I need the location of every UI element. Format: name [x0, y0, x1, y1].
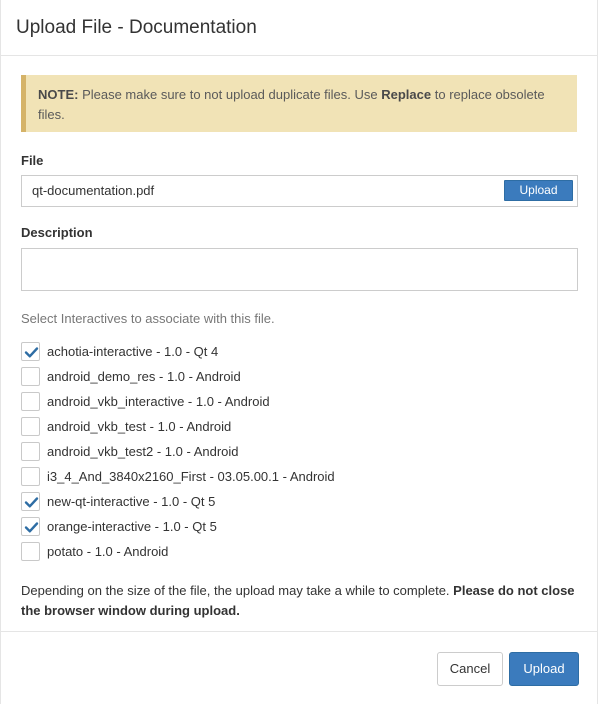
interactives-list [21, 339, 577, 564]
interactive-row[interactable] [21, 489, 577, 514]
note-prefix: NOTE: [38, 87, 79, 102]
warning-emphasis: Please do not close the browser window during upload. [21, 583, 575, 618]
interactive-checkbox[interactable] [21, 517, 40, 536]
description-field[interactable] [21, 248, 578, 291]
interactive-row[interactable] [21, 539, 577, 564]
cancel-button[interactable]: Cancel [437, 652, 503, 686]
note-banner [21, 75, 577, 132]
interactive-checkbox[interactable] [21, 392, 40, 411]
dialog-title: Upload File - Documentation [16, 17, 257, 38]
dialog-footer [1, 631, 597, 704]
interactive-row[interactable] [21, 414, 577, 439]
interactive-label: i3_4_And_3840x2160_First - 03.05.00.1 - Android [47, 468, 335, 484]
checkmark-icon [23, 344, 40, 361]
description-label: Description [21, 225, 93, 240]
interactive-checkbox[interactable] [21, 492, 40, 511]
interactive-row[interactable] [21, 514, 577, 539]
interactive-label: new-qt-interactive - 1.0 - Qt 5 [47, 493, 216, 509]
interactive-row[interactable] [21, 439, 577, 464]
file-name: qt-documentation.pdf [32, 183, 155, 198]
interactive-checkbox[interactable] [21, 442, 40, 461]
interactive-label: android_vkb_test2 - 1.0 - Android [47, 443, 239, 459]
interactives-hint: Select Interactives to associate with this file. [21, 311, 275, 326]
interactive-label: android_vkb_test - 1.0 - Android [47, 418, 232, 434]
interactive-checkbox[interactable] [21, 367, 40, 386]
note-text-before: Please make sure to not upload duplicate files. Use [78, 87, 382, 102]
interactive-row[interactable] [21, 339, 577, 364]
upload-button[interactable]: Upload [509, 652, 579, 686]
interactive-label: android_vkb_interactive - 1.0 - Android [47, 393, 270, 409]
interactive-row[interactable] [21, 389, 577, 414]
interactive-label: android_demo_res - 1.0 - Android [47, 368, 241, 384]
interactive-row[interactable] [21, 364, 577, 389]
interactive-checkbox[interactable] [21, 542, 40, 561]
interactive-label: achotia-interactive - 1.0 - Qt 4 [47, 343, 219, 359]
note-text-after: to replace obsolete files. [38, 87, 545, 122]
checkmark-icon [23, 519, 40, 536]
warning-text: Depending on the size of the file, the upload may take a while to complete. [21, 583, 454, 598]
interactive-checkbox[interactable] [21, 417, 40, 436]
checkmark-icon [23, 494, 40, 511]
dialog-header [1, 0, 597, 56]
interactive-row[interactable] [21, 464, 577, 489]
interactive-checkbox[interactable] [21, 467, 40, 486]
file-label: File [21, 153, 44, 168]
interactive-checkbox[interactable] [21, 342, 40, 361]
dialog-body [1, 56, 597, 621]
interactive-label: potato - 1.0 - Android [47, 543, 169, 559]
upload-warning [21, 581, 577, 621]
file-field[interactable] [21, 175, 578, 207]
interactive-label: orange-interactive - 1.0 - Qt 5 [47, 518, 217, 534]
file-upload-button[interactable]: Upload [504, 180, 573, 201]
note-emphasis: Replace [381, 87, 432, 102]
